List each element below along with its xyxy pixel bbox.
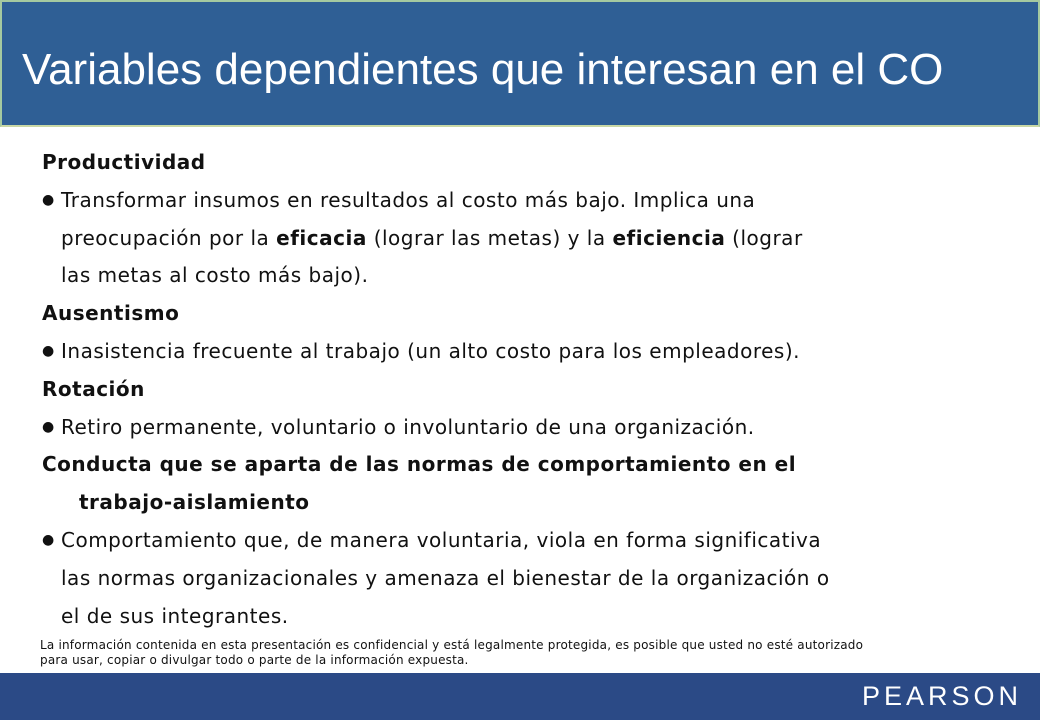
bullet-icon: ● (42, 191, 55, 208)
confidentiality-note-line2: para usar, copiar o divulgar todo o parte de la información expuesta. (40, 653, 469, 667)
term-eficiencia: eficiencia (612, 225, 726, 250)
pearson-logo: PEARSON (861, 681, 1022, 711)
bullet-rotacion: ● Retiro permanente, voluntario o involuntario de una organización. (42, 409, 1002, 447)
bullet-productividad-line2: preocupación por la eficacia (lograr las metas) y la eficiencia (lograr (61, 225, 803, 250)
heading-conducta-line1: Conducta que se aparta de las normas de comportamiento en el (42, 452, 797, 477)
bullet-icon: ● (42, 342, 55, 359)
slide-title: Variables dependientes que interesan en el CO (22, 45, 944, 94)
footer-bar (0, 673, 1040, 720)
bullet-productividad-line3: las metas al costo más bajo). (61, 263, 369, 288)
bullet-conducta-line1: ● Comportamiento que, de manera voluntaria, viola en forma significativa (42, 522, 1002, 560)
slide-content (42, 144, 1002, 635)
term-eficacia: eficacia (276, 225, 367, 250)
bullet-productividad-line1: ● Transformar insumos en resultados al costo más bajo. Implica una (42, 182, 1002, 220)
heading-rotacion: Rotación (42, 376, 145, 401)
heading-productividad: Productividad (42, 150, 206, 174)
bullet-conducta-line3: el de sus integrantes. (61, 603, 289, 628)
heading-ausentismo: Ausentismo (42, 301, 180, 326)
bullet-icon: ● (42, 531, 55, 548)
bullet-conducta-line2: las normas organizacionales y amenaza el bienestar de la organización o (61, 565, 830, 590)
title-bar (0, 0, 1040, 127)
bullet-ausentismo: ● Inasistencia frecuente al trabajo (un alto costo para los empleadores). (42, 333, 1002, 371)
heading-conducta-line2: trabajo-aislamiento (79, 490, 310, 515)
bullet-icon: ● (42, 418, 55, 435)
confidentiality-note (40, 638, 1000, 668)
confidentiality-note-line1: La información contenida en esta presentación es confidencial y está legalmente protegida, es posible que usted no esté autorizado (40, 638, 864, 652)
